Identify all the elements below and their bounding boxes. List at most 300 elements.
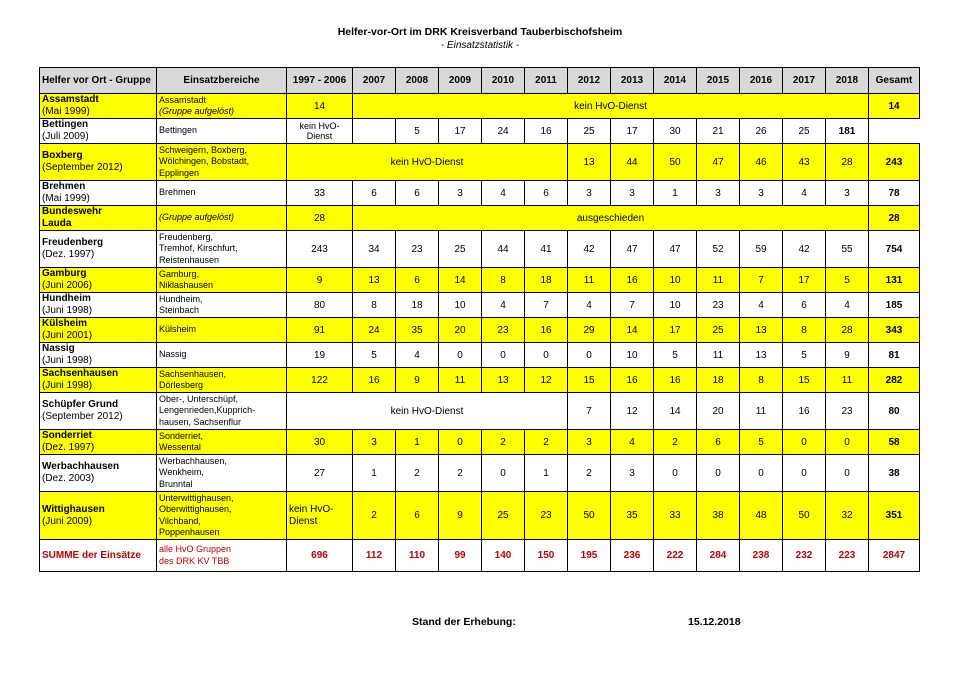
value-cell: 4 (568, 293, 611, 318)
area-line: (Gruppe aufgelöst) (159, 106, 235, 116)
value-cell: 13 (740, 318, 783, 343)
header-year: 2017 (783, 68, 826, 94)
value-cell: 6 (783, 293, 826, 318)
area-line: Reistenhausen (159, 254, 220, 265)
value-cell: 2 (525, 430, 568, 455)
value-cell: 30 (654, 119, 697, 144)
value-cell: 21 (697, 119, 740, 144)
group-date: (Dez. 1997) (42, 442, 95, 453)
value-cell: 14 (287, 94, 353, 119)
value-cell: 42 (568, 231, 611, 268)
value-cell: 4 (783, 181, 826, 206)
sum-value: 110 (396, 540, 439, 572)
value-cell: 3 (568, 430, 611, 455)
sum-total: 2847 (869, 540, 920, 572)
value-cell: 47 (654, 231, 697, 268)
value-cell: 243 (287, 231, 353, 268)
value-cell: 44 (482, 231, 525, 268)
header-year: 2012 (568, 68, 611, 94)
value-cell: 32 (826, 492, 869, 540)
group-date: (Juni 1998) (42, 305, 93, 316)
footer-date: 15.12.2018 (688, 616, 741, 628)
value-cell: 2 (396, 455, 439, 492)
sum-value: 222 (654, 540, 697, 572)
area-cell (157, 144, 287, 181)
group-date: (Juni 1998) (42, 380, 93, 391)
value-cell: 7 (568, 393, 611, 430)
group-date: (September 2012) (42, 162, 123, 173)
value-cell: 3 (353, 430, 396, 455)
value-cell: 5 (353, 343, 396, 368)
status-cell: ausgeschieden (353, 206, 869, 231)
area-line: hausen, Sachsenflur (159, 416, 242, 427)
value-cell: 38 (697, 492, 740, 540)
area-line: Epplingen (159, 167, 200, 178)
header-year: 2016 (740, 68, 783, 94)
group-cell (40, 144, 157, 181)
area-line: Unterwittighausen, (159, 492, 234, 503)
header-total: Gesamt (869, 68, 920, 94)
value-cell: 16 (353, 368, 396, 393)
value-cell: 10 (439, 293, 482, 318)
value-cell: 44 (611, 144, 654, 181)
value-cell: 33 (654, 492, 697, 540)
value-cell: 2 (353, 492, 396, 540)
sum-area-line: des DRK KV TBB (159, 555, 230, 566)
value-cell: 10 (654, 268, 697, 293)
value-cell: 0 (439, 430, 482, 455)
value-cell: 47 (611, 231, 654, 268)
value-cell: 23 (482, 318, 525, 343)
value-cell: 13 (740, 343, 783, 368)
page-subtitle: - Einsatzstatistik - (440, 40, 520, 51)
group-name: Boxberg (42, 150, 83, 161)
value-cell: 0 (740, 455, 783, 492)
value-cell: 17 (654, 318, 697, 343)
value-cell: 27 (287, 455, 353, 492)
status-cell: kein HvO-Dienst (287, 393, 568, 430)
sum-value: 112 (353, 540, 396, 572)
value-cell: 50 (783, 492, 826, 540)
value-cell: 42 (783, 231, 826, 268)
footer-label: Stand der Erhebung: (412, 616, 516, 628)
table-row (40, 206, 920, 231)
value-cell: 12 (611, 393, 654, 430)
value-cell: 1 (525, 455, 568, 492)
area-cell (157, 231, 287, 268)
header-year: 2009 (439, 68, 482, 94)
header-year: 1997 - 2006 (287, 68, 353, 94)
value-cell: 50 (568, 492, 611, 540)
value-cell: 34 (353, 231, 396, 268)
value-cell: 25 (697, 318, 740, 343)
value-cell: 52 (697, 231, 740, 268)
sum-area (157, 540, 287, 572)
sum-value: 284 (697, 540, 740, 572)
value-cell: 3 (697, 181, 740, 206)
area-cell (157, 492, 287, 540)
total-cell: 185 (869, 293, 920, 318)
group-date: (Juni 2006) (42, 280, 93, 291)
total-cell: 243 (869, 144, 920, 181)
area-line: Oberwittighausen, (159, 504, 232, 514)
value-cell: 17 (611, 119, 654, 144)
header-year: 2018 (826, 68, 869, 94)
value-cell: 18 (697, 368, 740, 393)
value-cell: 4 (826, 293, 869, 318)
value-cell: 17 (783, 268, 826, 293)
group-cell (40, 119, 157, 144)
value-cell: 26 (740, 119, 783, 144)
value-cell: 41 (525, 231, 568, 268)
value-cell: 11 (697, 343, 740, 368)
value-cell: 8 (740, 368, 783, 393)
sum-value: 238 (740, 540, 783, 572)
table-row (40, 144, 920, 181)
header-year: 2014 (654, 68, 697, 94)
total-cell: 81 (869, 343, 920, 368)
sum-value: 696 (287, 540, 353, 572)
group-name: Werbachhausen (42, 461, 120, 472)
group-name: Schüpfer Grund (42, 399, 119, 410)
group-cell (40, 492, 157, 540)
value-cell: 12 (525, 368, 568, 393)
sum-value: 232 (783, 540, 826, 572)
group-cell (40, 455, 157, 492)
value-cell: 23 (697, 293, 740, 318)
value-cell: 16 (525, 119, 568, 144)
group-name: Wittighausen (42, 503, 105, 515)
value-cell: 6 (697, 430, 740, 455)
area-line: Hundheim, (159, 293, 203, 304)
area-line: Külsheim (159, 324, 197, 335)
value-cell: 14 (654, 393, 697, 430)
value-cell: 11 (826, 368, 869, 393)
table-row (40, 268, 920, 293)
area-cell (157, 181, 287, 206)
value-cell: 2 (439, 455, 482, 492)
group-date: (Mai 1999) (42, 106, 90, 117)
value-cell: 14 (611, 318, 654, 343)
group-name: Nassig (42, 343, 75, 354)
value-cell: 6 (353, 181, 396, 206)
value-cell: 0 (525, 343, 568, 368)
group-date: (Juni 2001) (42, 330, 93, 341)
area-cell (157, 343, 287, 368)
value-cell: 3 (826, 181, 869, 206)
table-row (40, 119, 920, 144)
header-year: 2008 (396, 68, 439, 94)
value-cell: 3 (611, 181, 654, 206)
value-cell: 43 (783, 144, 826, 181)
total-cell: 38 (869, 455, 920, 492)
area-cell (157, 206, 287, 231)
group-date: (Dez. 2003) (42, 473, 95, 484)
value-cell: 35 (396, 318, 439, 343)
value-cell: 15 (783, 368, 826, 393)
value-cell: 0 (826, 430, 869, 455)
area-cell (157, 318, 287, 343)
sum-label: SUMME der Einsätze (40, 540, 157, 572)
area-line: Niklashausen (159, 280, 214, 290)
area-line: Sachsenhausen, (159, 368, 227, 379)
total-cell: 58 (869, 430, 920, 455)
group-date: (Juni 2009) (42, 515, 93, 527)
group-date: (Juni 1998) (42, 355, 93, 366)
value-cell: 5 (654, 343, 697, 368)
group-name: Sachsenhausen (42, 368, 119, 379)
group-cell (40, 368, 157, 393)
value-cell: 80 (287, 293, 353, 318)
value-cell: 13 (568, 144, 611, 181)
value-cell: 0 (697, 455, 740, 492)
value-cell: 28 (287, 206, 353, 231)
value-cell: 16 (654, 368, 697, 393)
area-line: Gamburg, (159, 268, 200, 279)
status-cell: kein HvO-Dienst (353, 94, 869, 119)
value-cell: 23 (396, 231, 439, 268)
sum-value: 236 (611, 540, 654, 572)
group-name: Gamburg (42, 268, 87, 279)
value-cell: 8 (783, 318, 826, 343)
area-line: (Gruppe aufgelöst) (159, 212, 235, 223)
value-cell: 11 (439, 368, 482, 393)
value-cell: 2 (654, 430, 697, 455)
value-cell: 25 (783, 119, 826, 144)
value-cell: 3 (611, 455, 654, 492)
area-cell (157, 393, 287, 430)
value-cell: 0 (826, 455, 869, 492)
value-cell: 28 (826, 318, 869, 343)
value-cell: 35 (611, 492, 654, 540)
sum-value: 195 (568, 540, 611, 572)
total-cell: 28 (869, 206, 920, 231)
value-cell: 1 (396, 430, 439, 455)
value-cell: 25 (439, 231, 482, 268)
area-cell (157, 455, 287, 492)
value-cell: 13 (353, 268, 396, 293)
value-cell: 6 (396, 181, 439, 206)
value-cell: 33 (287, 181, 353, 206)
area-line: Wenkheim, (159, 467, 204, 478)
value-cell: 14 (439, 268, 482, 293)
header-year: 2010 (482, 68, 525, 94)
sum-value: 150 (525, 540, 568, 572)
table-header-row (40, 68, 920, 94)
area-line: Ober-, Unterschüpf, (159, 393, 239, 404)
value-cell: 3 (740, 181, 783, 206)
sum-row (40, 540, 920, 572)
area-line: Wölchingen, Bobstadt, (159, 156, 250, 167)
value-cell: 29 (568, 318, 611, 343)
sum-value: 140 (482, 540, 525, 572)
value-cell: 18 (396, 293, 439, 318)
value-cell: 23 (826, 393, 869, 430)
value-cell: 25 (482, 492, 525, 540)
value-cell: 10 (654, 293, 697, 318)
value-cell: 0 (783, 455, 826, 492)
value-cell: 5 (740, 430, 783, 455)
value-cell: kein HvO-Dienst (287, 492, 353, 540)
header-year: 2011 (525, 68, 568, 94)
group-name: Sonderriet (42, 430, 93, 441)
area-cell (157, 94, 287, 119)
group-name: Külsheim (42, 318, 88, 329)
header-area: Einsatzbereiche (157, 68, 287, 94)
value-cell: 59 (740, 231, 783, 268)
total-cell: 351 (869, 492, 920, 540)
value-cell: 4 (482, 181, 525, 206)
area-line: Freudenberg, (159, 231, 214, 242)
group-date: (Mai 1999) (42, 193, 90, 204)
value-cell: 1 (353, 455, 396, 492)
value-cell: 20 (439, 318, 482, 343)
value-cell: 8 (482, 268, 525, 293)
table-row (40, 343, 920, 368)
value-cell: 23 (525, 492, 568, 540)
group-name: Brehmen (42, 181, 86, 192)
value-cell: 4 (482, 293, 525, 318)
value-cell: 24 (353, 318, 396, 343)
total-cell: 282 (869, 368, 920, 393)
value-cell: 48 (740, 492, 783, 540)
value-cell: 50 (654, 144, 697, 181)
value-cell: 4 (611, 430, 654, 455)
area-line: Dörlesberg (159, 380, 204, 390)
area-line: Brunntal (159, 478, 193, 489)
value-cell: 9 (396, 368, 439, 393)
area-line: Tremhof, Kirschfurt, (159, 243, 238, 254)
page-title: Helfer-vor-Ort im DRK Kreisverband Tauberbischofsheim (337, 26, 623, 38)
total-cell: 754 (869, 231, 920, 268)
value-cell: 7 (740, 268, 783, 293)
header-year: 2015 (697, 68, 740, 94)
area-line: Werbachhausen, (159, 455, 227, 466)
group-cell (40, 231, 157, 268)
area-line: Lengenrieden,Kupprich- (159, 405, 256, 416)
sum-value: 99 (439, 540, 482, 572)
area-line: Brehmen (159, 187, 196, 198)
group-date: (Juli 2009) (42, 131, 89, 142)
header-group: Helfer vor Ort - Gruppe (40, 68, 157, 94)
group-date: Lauda (42, 218, 72, 229)
table-row (40, 94, 920, 119)
value-cell: 5 (783, 343, 826, 368)
statistics-table (39, 67, 920, 572)
value-cell: 0 (654, 455, 697, 492)
value-cell: 24 (482, 119, 525, 144)
group-cell (40, 206, 157, 231)
value-cell: 0 (439, 343, 482, 368)
table-row (40, 393, 920, 430)
value-cell: 0 (568, 343, 611, 368)
area-line: Schweigern, Boxberg, (159, 144, 248, 155)
value-cell: 25 (568, 119, 611, 144)
area-line: Bettingen (159, 125, 198, 136)
group-name: Assamstadt (42, 94, 99, 105)
value-cell: 11 (697, 268, 740, 293)
table-row (40, 430, 920, 455)
value-cell: 9 (826, 343, 869, 368)
area-cell (157, 430, 287, 455)
value-cell: 2 (568, 455, 611, 492)
group-cell (40, 268, 157, 293)
value-cell: 7 (525, 293, 568, 318)
total-cell: 343 (869, 318, 920, 343)
value-cell: 91 (287, 318, 353, 343)
value-cell: 11 (740, 393, 783, 430)
area-cell (157, 119, 287, 144)
value-cell: 47 (697, 144, 740, 181)
table-row (40, 231, 920, 268)
value-cell: 3 (439, 181, 482, 206)
value-cell: 0 (482, 343, 525, 368)
value-cell: 122 (287, 368, 353, 393)
table-row (40, 318, 920, 343)
group-date: (September 2012) (42, 411, 123, 422)
value-cell: 9 (287, 268, 353, 293)
value-cell: 6 (525, 181, 568, 206)
table-row (40, 293, 920, 318)
value-cell: 0 (482, 455, 525, 492)
value-cell: 7 (611, 293, 654, 318)
group-name: Bettingen (42, 119, 89, 130)
value-cell: 30 (287, 430, 353, 455)
value-cell: 0 (783, 430, 826, 455)
value-cell: 15 (568, 368, 611, 393)
value-cell: 28 (826, 144, 869, 181)
value-cell: 16 (525, 318, 568, 343)
value-cell: 16 (611, 368, 654, 393)
value-cell: 5 (826, 268, 869, 293)
area-cell (157, 268, 287, 293)
table-row (40, 368, 920, 393)
area-line: Vilchband, (159, 515, 201, 526)
value-cell: 10 (611, 343, 654, 368)
value-cell: 3 (568, 181, 611, 206)
value-cell (353, 119, 396, 144)
total-cell: 14 (869, 94, 920, 119)
group-name: Bundeswehr (42, 206, 103, 217)
total-cell: 78 (869, 181, 920, 206)
area-cell (157, 293, 287, 318)
table-body (40, 94, 920, 572)
group-date: (Dez. 1997) (42, 249, 95, 260)
value-cell: 4 (740, 293, 783, 318)
area-cell (157, 368, 287, 393)
sum-area-line: alle HvO Gruppen (159, 544, 232, 554)
area-line: Steinbach (159, 305, 200, 315)
value-cell: 19 (287, 343, 353, 368)
table-row (40, 181, 920, 206)
table-row (40, 455, 920, 492)
group-cell (40, 318, 157, 343)
value-cell: 20 (697, 393, 740, 430)
table-row (40, 492, 920, 540)
group-cell (40, 94, 157, 119)
value-cell: 9 (439, 492, 482, 540)
area-line: Wessental (159, 442, 201, 452)
total-cell: 80 (869, 393, 920, 430)
value-cell: 16 (611, 268, 654, 293)
value-cell: 6 (396, 492, 439, 540)
value-cell: 46 (740, 144, 783, 181)
value-cell: 5 (396, 119, 439, 144)
sum-value: 223 (826, 540, 869, 572)
area-line: Sonderriet, (159, 430, 204, 441)
value-cell: 16 (783, 393, 826, 430)
total-cell: 131 (869, 268, 920, 293)
